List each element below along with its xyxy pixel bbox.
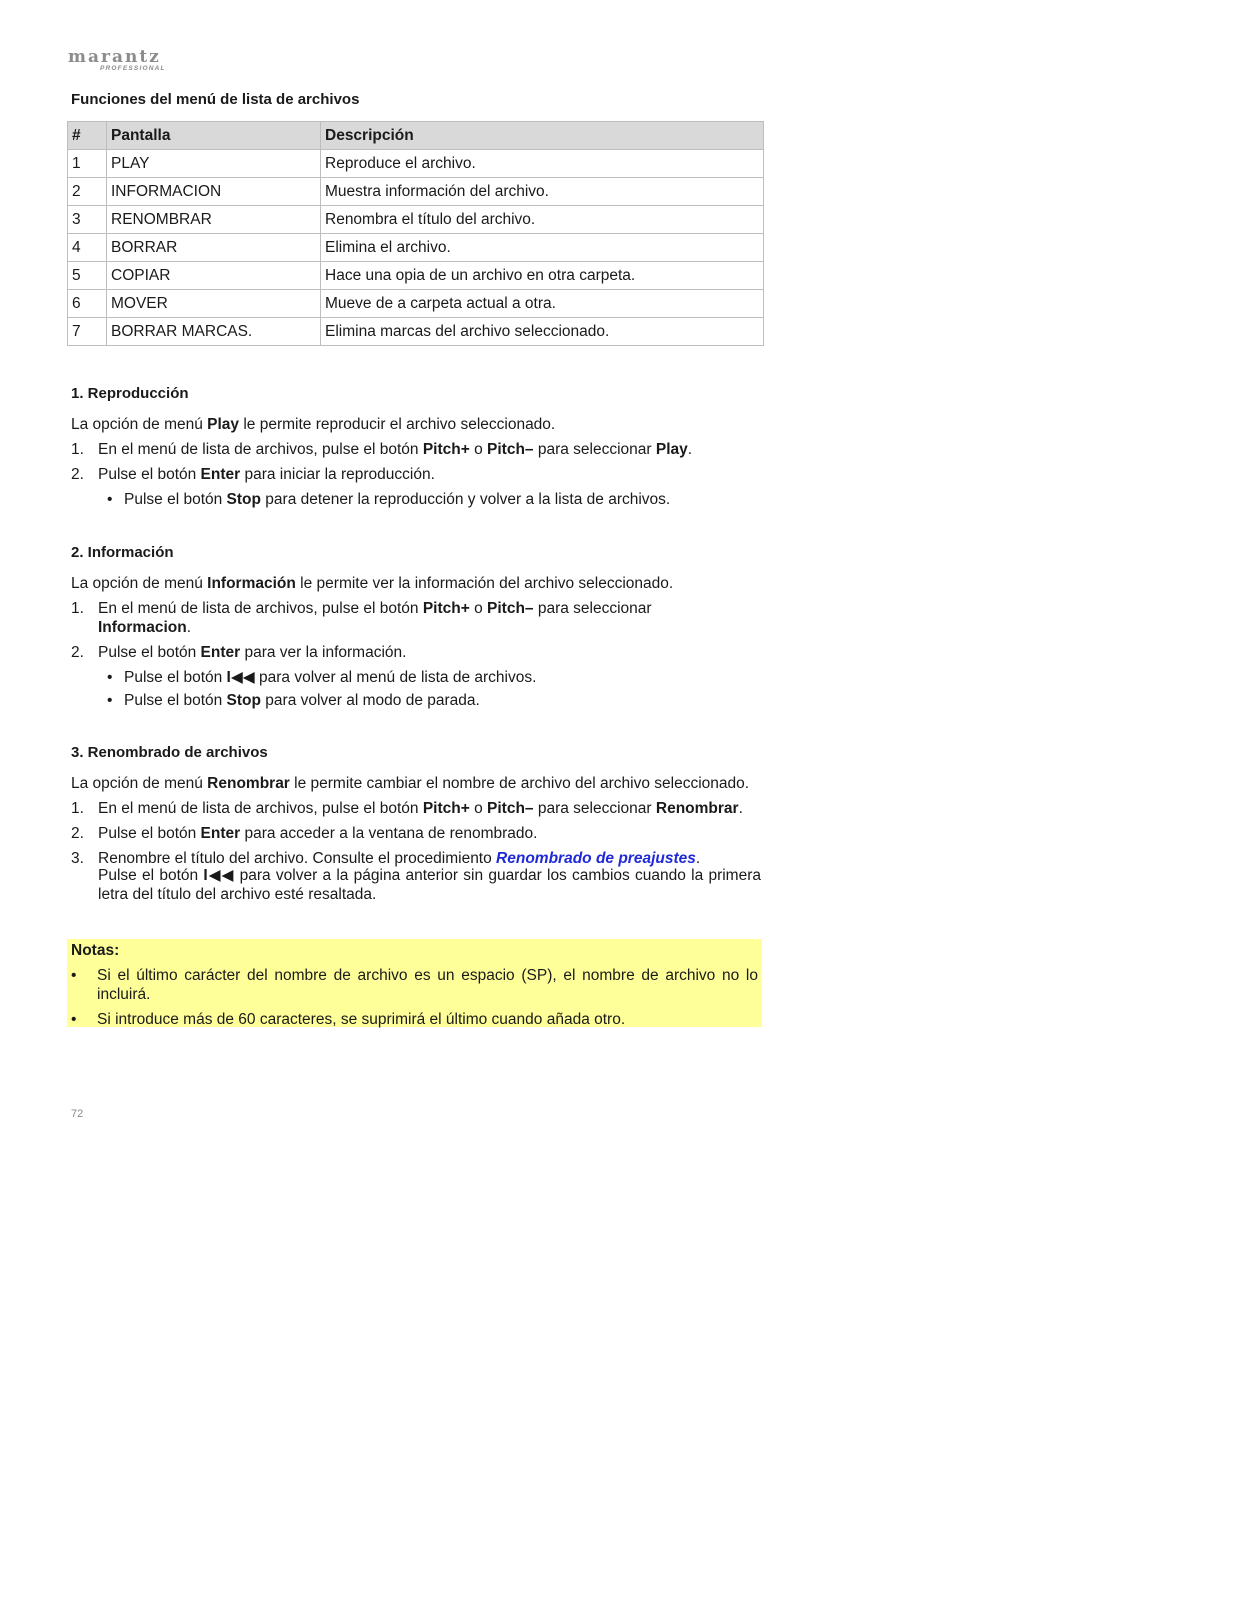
row-screen: MOVER — [107, 290, 321, 318]
notes-box — [67, 939, 762, 1027]
bullet-icon: • — [107, 669, 113, 686]
table-title: Funciones del menú de lista de archivos — [71, 91, 360, 108]
row-description: Elimina el archivo. — [321, 234, 764, 262]
table-row — [68, 234, 764, 262]
logo-subtitle: PROFESSIONAL — [100, 65, 166, 72]
row-number: 1 — [68, 150, 107, 178]
bullet-item: • Pulse el botón I◀◀ para volver al menú de lista de archivos. — [107, 669, 537, 686]
bullet-icon: • — [71, 1011, 77, 1028]
header-number: # — [68, 122, 107, 150]
step-1: 1. En el menú de lista de archivos, pulse el botón Pitch+ o Pitch– para seleccionar Informacion. — [71, 600, 652, 636]
note-item: • Si introduce más de 60 caracteres, se suprimirá el último cuando añada otro. — [71, 1011, 626, 1028]
row-number: 5 — [68, 262, 107, 290]
bullet-icon: • — [107, 692, 113, 709]
row-number: 2 — [68, 178, 107, 206]
row-number: 3 — [68, 206, 107, 234]
row-screen: INFORMACION — [107, 178, 321, 206]
row-screen: PLAY — [107, 150, 321, 178]
renombrado-preajustes-link[interactable]: Renombrado de preajustes — [496, 850, 696, 867]
previous-track-icon: I◀◀ — [203, 867, 235, 884]
row-screen: COPIAR — [107, 262, 321, 290]
row-number: 4 — [68, 234, 107, 262]
section-title: 1. Reproducción — [71, 385, 189, 402]
section-renombrado — [71, 743, 761, 904]
step-2: 2. Pulse el botón Enter para ver la información. — [71, 644, 407, 661]
section-informacion — [71, 543, 761, 714]
step-2: 2. Pulse el botón Enter para iniciar la reproducción. — [71, 466, 435, 483]
bullet-icon: • — [71, 967, 77, 984]
bullet-item: • Pulse el botón Stop para detener la reproducción y volver a la lista de archivos. — [107, 491, 671, 508]
table-row — [68, 206, 764, 234]
row-description: Elimina marcas del archivo seleccionado. — [321, 318, 764, 346]
table-row — [68, 178, 764, 206]
header-screen: Pantalla — [107, 122, 321, 150]
note-item: • Si el último carácter del nombre de archivo es un espacio (SP), el nombre de archivo no lo incluirá. — [71, 967, 758, 1003]
section-intro: La opción de menú Renombrar le permite cambiar el nombre de archivo del archivo seleccionado. — [71, 775, 750, 792]
row-number: 6 — [68, 290, 107, 318]
notes-title: Notas: — [71, 942, 120, 959]
row-description: Hace una opia de un archivo en otra carpeta. — [321, 262, 764, 290]
header-description: Descripción — [321, 122, 764, 150]
table-row — [68, 318, 764, 346]
section-title: 2. Información — [71, 544, 174, 561]
previous-track-icon: I◀◀ — [226, 669, 255, 686]
row-screen: BORRAR — [107, 234, 321, 262]
row-number: 7 — [68, 318, 107, 346]
step-2: 2. Pulse el botón Enter para acceder a la ventana de renombrado. — [71, 825, 538, 842]
step-3: 3. Renombre el título del archivo. Consulte el procedimiento Renombrado de preajustes. — [71, 850, 701, 867]
step-1: 1. En el menú de lista de archivos, pulse el botón Pitch+ o Pitch– para seleccionar Play. — [71, 441, 693, 458]
bullet-icon: • — [107, 491, 113, 508]
table-row — [68, 290, 764, 318]
table-row — [68, 262, 764, 290]
bullet-item: • Pulse el botón Stop para volver al modo de parada. — [107, 692, 480, 709]
row-description: Muestra información del archivo. — [321, 178, 764, 206]
row-description: Renombra el título del archivo. — [321, 206, 764, 234]
logo-wordmark: marantz — [68, 47, 161, 67]
section-reproduccion — [71, 384, 761, 513]
row-description: Mueve de a carpeta actual a otra. — [321, 290, 764, 318]
section-intro: La opción de menú Información le permite ver la información del archivo seleccionado. — [71, 575, 674, 592]
step-3-continuation: Pulse el botón I◀◀ para volver a la página anterior sin guardar los cambios cuando la primera letra del título del archivo esté resaltada. — [98, 867, 761, 903]
row-description: Reproduce el archivo. — [321, 150, 764, 178]
section-title: 3. Renombrado de archivos — [71, 744, 268, 761]
table-header-row — [68, 122, 764, 150]
section-intro: La opción de menú Play le permite reproducir el archivo seleccionado. — [71, 416, 556, 433]
page-number: 72 — [71, 1108, 84, 1120]
step-1: 1. En el menú de lista de archivos, pulse el botón Pitch+ o Pitch– para seleccionar Renombrar. — [71, 800, 743, 817]
row-screen: RENOMBRAR — [107, 206, 321, 234]
row-screen: BORRAR MARCAS. — [107, 318, 321, 346]
file-menu-table — [67, 121, 764, 346]
marantz-logo — [68, 48, 172, 74]
table-row — [68, 150, 764, 178]
